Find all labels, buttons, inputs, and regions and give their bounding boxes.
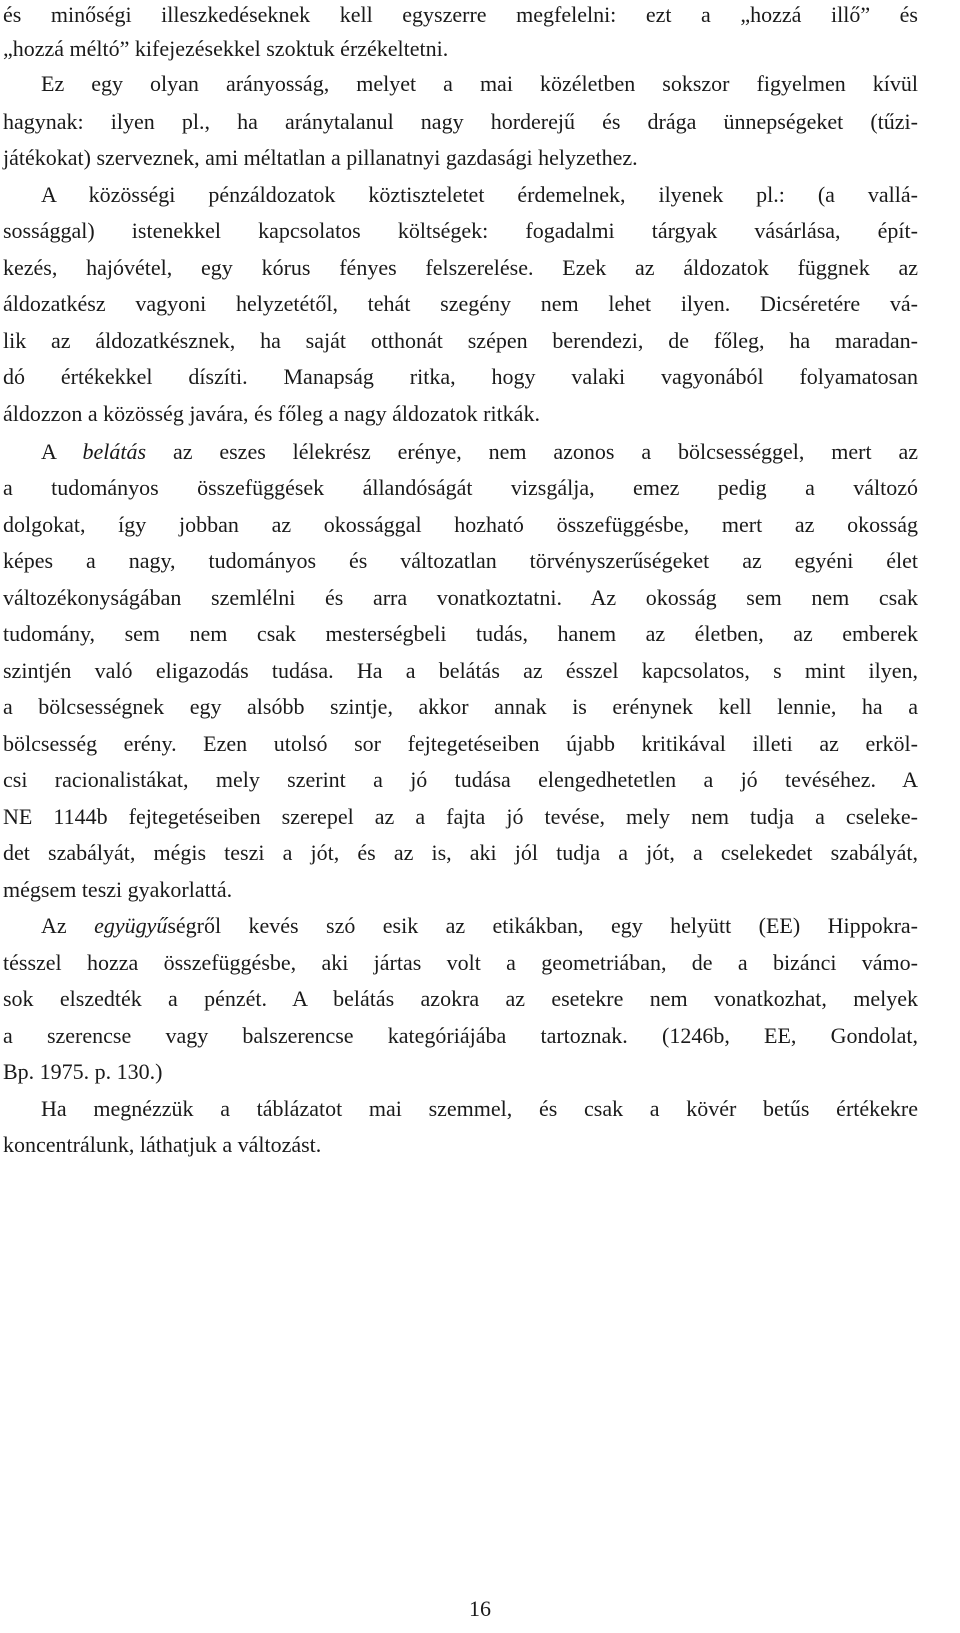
text-line [3, 328, 918, 354]
text-line [3, 255, 918, 281]
text-run: A közösségi pénzáldozatok köztiszteletet érdemelnek, ilyenek pl.: (a vallá- [41, 182, 918, 207]
text-run: a szerencse vagy balszerencse kategóriájába tartoznak. (1246b, EE, Gondolat, [3, 1023, 918, 1048]
text-run: szintjén való eligazodás tudása. Ha a belátás az ésszel kapcsolatos, s mint ilyen, [3, 658, 918, 683]
text-run: változékonyságában szemlélni és arra vonatkoztatni. Az okosság sem nem csak [3, 585, 918, 610]
text-run: áldozatkész vagyoni helyzetétől, tehát szegény nem lehet ilyen. Dicséretére vá- [3, 291, 918, 316]
text-line [3, 621, 918, 647]
text-run: kezés, hajóvétel, egy kórus fényes felszerelése. Ezek az áldozatok függnek az [3, 255, 918, 280]
page-number: 16 [469, 1596, 491, 1621]
text-line [3, 2, 918, 28]
text-line [41, 1096, 918, 1122]
text-line [3, 694, 918, 720]
text-run: lik az áldozatkésznek, ha saját otthonát szépen berendezi, de főleg, ha maradan- [3, 328, 918, 353]
text-run: A [41, 439, 83, 464]
text-line [3, 950, 918, 976]
text-line [3, 877, 918, 903]
text-line [3, 986, 918, 1012]
text-run: áldozzon a közösség javára, és főleg a nagy áldozatok ritkák. [3, 401, 540, 426]
text-run: Ha megnézzük a táblázatot mai szemmel, és csak a kövér betűs értékekre [41, 1096, 918, 1121]
text-line [3, 1132, 918, 1158]
text-run: tudomány, sem nem csak mesterségbeli tudás, hanem az életben, az emberek [3, 621, 918, 646]
text-run: a tudományos összefüggések állandóságát vizsgálja, emez pedig a változó [3, 475, 918, 500]
text-run: és minőségi illeszkedéseknek kell egyszerre megfelelni: ezt a „hozzá illő” és [3, 2, 918, 27]
text-line [3, 401, 918, 427]
text-line [3, 548, 918, 574]
text-run: Bp. 1975. p. 130.) [3, 1059, 163, 1084]
text-line [3, 512, 918, 538]
text-line [3, 731, 918, 757]
text-line [3, 1023, 918, 1049]
text-line [41, 439, 918, 465]
text-run: ségről kevés szó esik az etikákban, egy helyütt (EE) Hippokra- [167, 913, 918, 938]
text-line [3, 109, 918, 135]
text-run: csi racionalistákat, mely szerint a jó tudása elengedhetetlen a jó tevéséhez. A [3, 767, 918, 792]
text-line [3, 218, 918, 244]
text-run: az eszes lélekrész erénye, nem azonos a bölcsességgel, mert az [146, 439, 918, 464]
text-run: a bölcsességnek egy alsóbb szintje, akkor annak is erénynek kell lennie, ha a [3, 694, 918, 719]
emphasized-term: belátás [82, 439, 147, 464]
text-run: Ez egy olyan arányosság, melyet a mai közéletben sokszor figyelmen kívül [41, 71, 918, 96]
text-run: dolgokat, így jobban az okossággal hozható összefüggésbe, mert az okosság [3, 512, 918, 537]
text-run: bölcsesség erény. Ezen utolsó sor fejtegetéseiben újabb kritikával illeti az erköl- [3, 731, 918, 756]
text-run: mégsem teszi gyakorlattá. [3, 877, 233, 902]
text-run: sossággal) istenekkel kapcsolatos költségek: fogadalmi tárgyak vásárlása, épít- [3, 218, 918, 243]
text-run: „hozzá méltó” kifejezésekkel szoktuk érzékeltetni. [3, 36, 449, 61]
text-line [3, 1059, 918, 1085]
text-line [3, 36, 918, 62]
text-line [3, 475, 918, 501]
emphasized-term: együgyű [94, 913, 168, 938]
text-line [3, 364, 918, 390]
text-run: NE 1144b fejtegetéseiben szerepel az a fajta jó tevése, mely nem tudja a cseleke- [3, 804, 918, 829]
text-line [41, 913, 918, 939]
text-run: Az [41, 913, 95, 938]
text-run: koncentrálunk, láthatjuk a változást. [3, 1132, 322, 1157]
text-line [3, 291, 918, 317]
text-line [41, 71, 918, 97]
text-line [41, 182, 918, 208]
text-line [3, 145, 918, 171]
text-run: játékokat) szerveznek, ami méltatlan a pillanatnyi gazdasági helyzethez. [3, 145, 638, 170]
text-run: det szabályát, mégis teszi a jót, és az is, aki jól tudja a jót, a cselekedet szabályát, [3, 840, 918, 865]
text-run: tésszel hozza összefüggésbe, aki jártas volt a geometriában, de a bizánci vámo- [3, 950, 918, 975]
text-line [3, 767, 918, 793]
text-line [3, 658, 918, 684]
text-line [3, 840, 918, 866]
text-run: dó értékekkel díszíti. Manapság ritka, hogy valaki vagyonából folyamatosan [3, 364, 918, 389]
text-run: hagynak: ilyen pl., ha aránytalanul nagy horderejű és drága ünnepségeket (tűzi- [3, 109, 918, 134]
text-line [3, 804, 918, 830]
text-line [3, 585, 918, 611]
text-run: képes a nagy, tudományos és változatlan törvényszerűségeket az egyéni élet [3, 548, 918, 573]
text-run: sok elszedték a pénzét. A belátás azokra az esetekre nem vonatkozhat, melyek [3, 986, 918, 1011]
